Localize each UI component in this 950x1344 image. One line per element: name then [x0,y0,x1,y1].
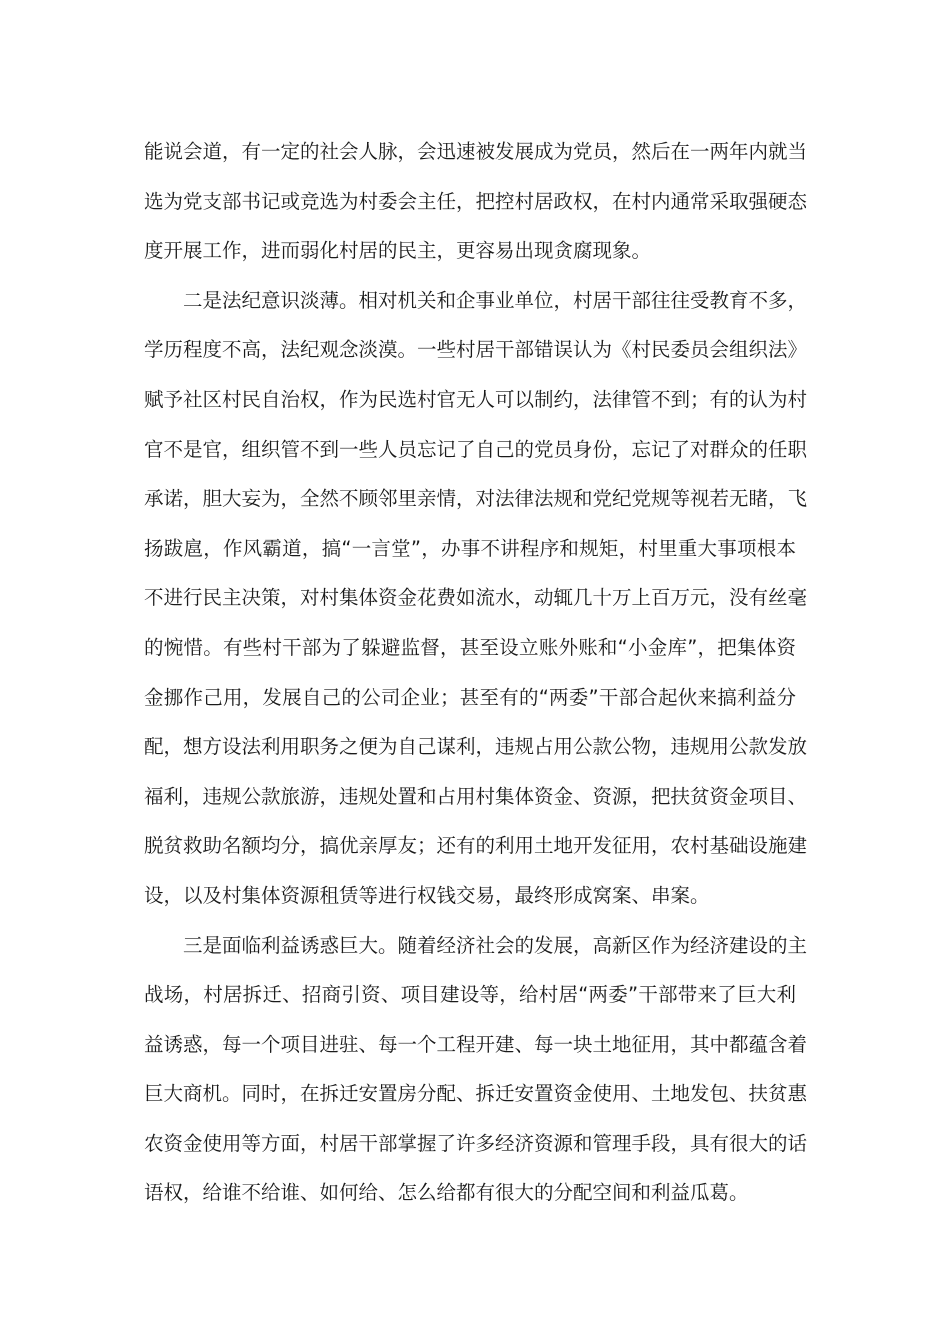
text-line: 福利，违规公款旅游，违规处置和占用村集体资金、资源，把扶贫资金项目、 [144,784,808,808]
text-line: 学历程度不高，法纪观念淡漠。一些村居干部错误认为《村民委员会组织法》 [144,338,808,362]
text-line: 扬跋扈，作风霸道，搞“一言堂”，办事不讲程序和规矩，村里重大事项根本 [144,536,796,560]
text-line: 配，想方设法利用职务之便为自己谋利，违规占用公款公物，违规用公款发放 [144,735,808,759]
text-line: 官不是官，组织管不到一些人员忘记了自己的党员身份，忘记了对群众的任职 [144,437,808,461]
text-line: 二是法纪意识淡薄。相对机关和企事业单位，村居干部往往受教育不多， [183,288,808,312]
text-line: 的惋惜。有些村干部为了躲避监督，甚至设立账外账和“小金库”，把集体资 [144,635,796,659]
text-line: 承诺，胆大妄为，全然不顾邻里亲情，对法律法规和党纪党规等视若无睹，飞 [144,487,808,511]
text-line: 能说会道，有一定的社会人脉，会迅速被发展成为党员，然后在一两年内就当 [144,140,808,163]
document-body [144,127,808,1218]
text-line: 选为党支部书记或竞选为村委会主任，把控村居政权，在村内通常采取强硬态 [144,189,808,213]
text-line: 脱贫救助名额均分，搞优亲厚友；还有的利用土地开发征用，农村基础设施建 [144,834,808,858]
text-line: 不进行民主决策，对村集体资金花费如流水，动辄几十万上百万元，没有丝毫 [144,586,808,610]
text-line: 度开展工作，进而弱化村居的民主，更容易出现贪腐现象。 [144,239,652,263]
text-line: 语权，给谁不给谁、如何给、怎么给都有很大的分配空间和利益瓜葛。 [144,1181,749,1205]
text-line: 战场，村居拆迁、招商引资、项目建设等，给村居“两委”干部带来了巨大利 [144,983,796,1007]
text-line: 金挪作己用，发展自己的公司企业；甚至有的“两委”干部合起伙来搞利益分 [144,685,796,709]
text-line: 赋予社区村民自治权，作为民选村官无人可以制约，法律管不到；有的认为村 [144,387,808,411]
text-line: 设，以及村集体资源租赁等进行权钱交易，最终形成窝案、串案。 [144,883,710,907]
text-line: 三是面临利益诱惑巨大。随着经济社会的发展，高新区作为经济建设的主 [183,933,808,957]
text-line: 农资金使用等方面，村居干部掌握了许多经济资源和管理手段，具有很大的话 [144,1131,808,1155]
text-line: 巨大商机。同时，在拆迁安置房分配、拆迁安置资金使用、土地发包、扶贫惠 [144,1082,808,1106]
text-line: 益诱惑，每一个项目进驻、每一个工程开建、每一块土地征用，其中都蕴含着 [144,1032,808,1056]
